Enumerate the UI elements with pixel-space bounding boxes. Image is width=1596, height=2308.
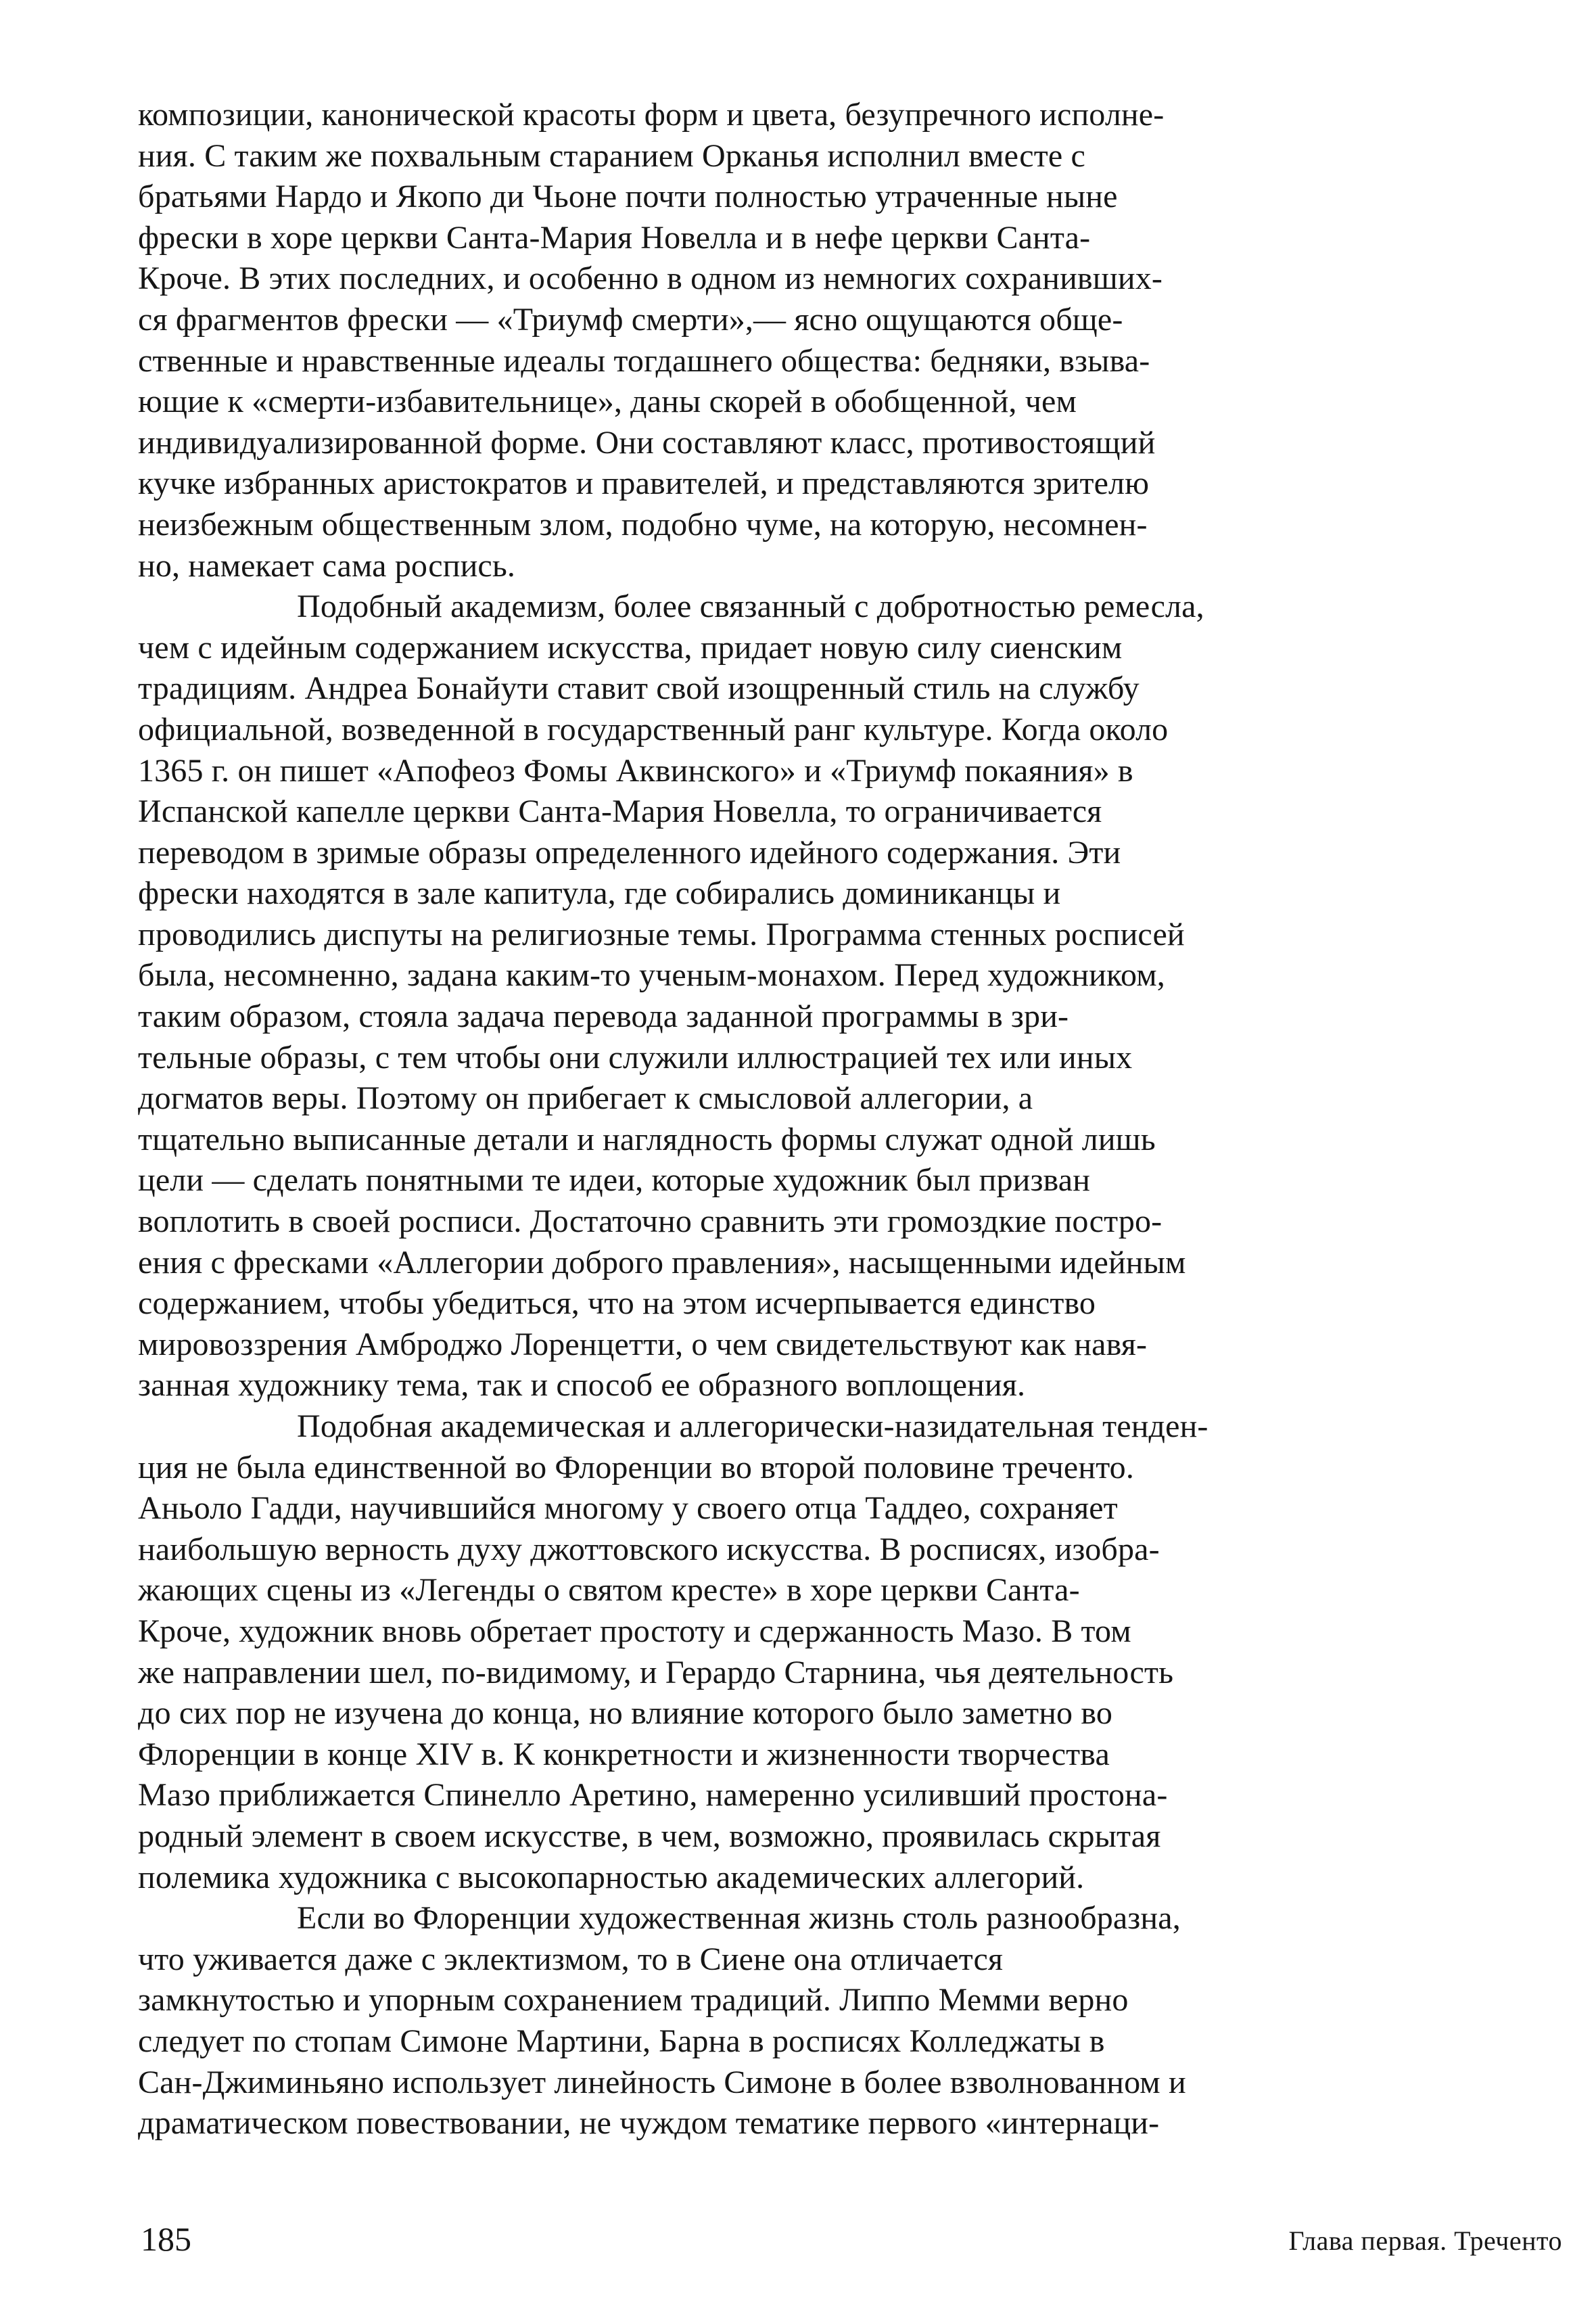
text-line: неизбежным общественным злом, подобно чуме, на которую, несомнен- bbox=[138, 506, 1148, 543]
text-line: тщательно выписанные детали и наглядность формы служат одной лишь bbox=[138, 1121, 1156, 1157]
text-line: ющие к «смерти-избавительнице», даны скорей в обобщенной, чем bbox=[138, 384, 1077, 420]
paragraph-2 bbox=[138, 586, 1472, 1406]
body-text bbox=[138, 95, 1472, 2144]
paragraph-1 bbox=[138, 95, 1472, 586]
text-line: Кроче, художник вновь обретает простоту и сдержанность Мазо. В том bbox=[138, 1613, 1131, 1649]
text-line: до сих пор не изучена до конца, но влияние которого было заметно во bbox=[138, 1695, 1112, 1732]
text-line: ения с фресками «Аллегории доброго правления», насыщенными идейным bbox=[138, 1244, 1186, 1280]
text-line: ния. С таким же похвальным старанием Орканья исполнил вместе с bbox=[138, 137, 1085, 174]
text-line: Флоренции в конце XIV в. К конкретности и жизненности творчества bbox=[138, 1736, 1110, 1772]
text-line: мировоззрения Амброджо Лоренцетти, о чем свидетельствуют как навя- bbox=[138, 1326, 1148, 1362]
text-line: Мазо приближается Спинелло Аретино, намеренно усиливший простона- bbox=[138, 1777, 1168, 1814]
text-line: проводились диспуты на религиозные темы. Программа стенных росписей bbox=[138, 916, 1185, 952]
text-line: содержанием, чтобы убедиться, что на этом исчерпывается единство bbox=[138, 1285, 1096, 1322]
text-line: же направлении шел, по-видимому, и Герардо Старнина, чья деятельность bbox=[138, 1654, 1174, 1690]
text-line: кучке избранных аристократов и правителей, и представляются зрителю bbox=[138, 465, 1150, 502]
text-line: композиции, канонической красоты форм и цвета, безупречного исполне- bbox=[138, 97, 1165, 133]
text-line: таким образом, стояла задача перевода заданной программы в зри- bbox=[138, 998, 1069, 1035]
text-line: фрески находятся в зале капитула, где собирались доминиканцы и bbox=[138, 875, 1061, 912]
text-line: была, несомненно, задана каким-то ученым-монахом. Перед художником, bbox=[138, 957, 1165, 994]
text-line: Испанской капелле церкви Санта-Мария Новелла, то ограничивается bbox=[138, 793, 1102, 830]
text-line: переводом в зримые образы определенного идейного содержания. Эти bbox=[138, 834, 1121, 871]
text-line-indented: Подобный академизм, более связанный с добротностью ремесла, bbox=[297, 588, 1204, 625]
text-line: братьями Нардо и Якопо ди Чьоне почти полностью утраченные ныне bbox=[138, 179, 1118, 215]
text-line: ся фрагментов фрески — «Триумф смерти»,— ясно ощущаются обще- bbox=[138, 301, 1123, 338]
text-line: что уживается даже с эклектизмом, то в Сиене она отличается bbox=[138, 1941, 1004, 1977]
text-line: Аньоло Гадди, научившийся многому у своего отца Таддео, сохраняет bbox=[138, 1490, 1118, 1527]
text-line: Сан-Джиминьяно использует линейность Симоне в более взволнованном и bbox=[138, 2064, 1186, 2100]
text-line: догматов веры. Поэтому он прибегает к смысловой аллегории, а bbox=[138, 1080, 1033, 1117]
text-line: 1365 г. он пишет «Апофеоз Фомы Аквинского» и «Триумф покаяния» в bbox=[138, 752, 1133, 789]
text-line: жающих сцены из «Легенды о святом кресте» в хоре церкви Санта- bbox=[138, 1572, 1080, 1609]
text-line: традициям. Андреа Бонайути ставит свой изощренный стиль на службу bbox=[138, 670, 1140, 707]
paragraph-4 bbox=[138, 1898, 1472, 2144]
text-line: но, намекает сама роспись. bbox=[138, 547, 516, 584]
paragraph-3 bbox=[138, 1406, 1472, 1898]
text-line: индивидуализированной форме. Они составляют класс, противостоящий bbox=[138, 424, 1156, 461]
text-line: Кроче. В этих последних, и особенно в одном из немногих сохранивших- bbox=[138, 260, 1163, 297]
page-number: 185 bbox=[141, 2220, 191, 2258]
running-footer-chapter-title: Глава первая. Треченто bbox=[1288, 2225, 1562, 2256]
text-line: драматическом повествовании, не чуждом тематике первого «интернаци- bbox=[138, 2105, 1160, 2142]
text-line-indented: Подобная академическая и аллегорически-назидательная тенден- bbox=[297, 1408, 1208, 1444]
text-line: занная художнику тема, так и способ ее образного воплощения. bbox=[138, 1367, 1026, 1404]
text-line: полемика художника с высокопарностью академических аллегорий. bbox=[138, 1859, 1085, 1895]
text-line-indented: Если во Флоренции художественная жизнь столь разнообразна, bbox=[297, 1900, 1181, 1937]
text-line: официальной, возведенной в государственный ранг культуре. Когда около bbox=[138, 711, 1169, 747]
text-line: замкнутостью и упорным сохранением традиций. Липпо Мемми верно bbox=[138, 1982, 1129, 2018]
text-line: фрески в хоре церкви Санта-Мария Новелла и в нефе церкви Санта- bbox=[138, 219, 1091, 256]
text-line: следует по стопам Симоне Мартини, Барна в росписях Колледжаты в bbox=[138, 2023, 1105, 2059]
text-line: чем с идейным содержанием искусства, придает новую силу сиенским bbox=[138, 629, 1123, 666]
text-line: ственные и нравственные идеалы тогдашнего общества: бедняки, взыва- bbox=[138, 342, 1150, 379]
text-line: цели — сделать понятными те идеи, которые художник был призван bbox=[138, 1162, 1091, 1199]
text-line: ция не была единственной во Флоренции во второй половине треченто. bbox=[138, 1449, 1134, 1485]
text-line: родный элемент в своем искусстве, в чем, возможно, проявилась скрытая bbox=[138, 1818, 1161, 1854]
text-line: тельные образы, с тем чтобы они служили иллюстрацией тех или иных bbox=[138, 1039, 1133, 1076]
text-line: воплотить в своей росписи. Достаточно сравнить эти громоздкие постро- bbox=[138, 1203, 1163, 1240]
text-line: наибольшую верность духу джоттовского искусства. В росписях, изобра- bbox=[138, 1531, 1160, 1567]
